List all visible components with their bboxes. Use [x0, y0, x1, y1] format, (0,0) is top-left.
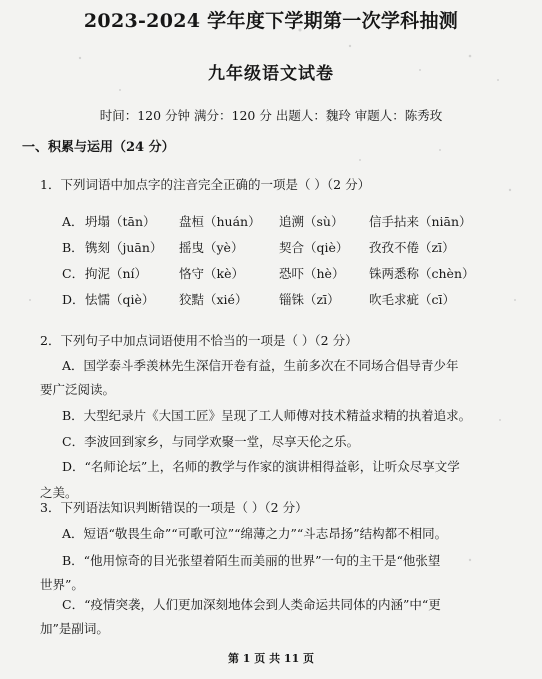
- option-word: 盘桓（huán）: [179, 214, 261, 229]
- option-letter: A．: [62, 214, 84, 229]
- question-2-option-d: D．“名师论坛”上，名师的教学与作家的演讲相得益彰，让听众尽享文学: [62, 459, 460, 474]
- question-3-option-c-cont: 加”是副词。: [40, 621, 109, 636]
- question-3-option-b: B．“他用惊奇的目光张望着陌生而美丽的世界”一句的主干是“他张望: [62, 553, 441, 568]
- option-word: 拘泥（ní）: [85, 266, 148, 281]
- option-word: 恐吓（hè）: [279, 266, 345, 281]
- page-footer: 第 1 页 共 11 页: [227, 652, 315, 665]
- exam-info: 时间：120 分钟 满分：120 分 出题人：魏玲 审题人：陈秀玫: [99, 108, 443, 123]
- question-3-option-b-cont: 世界”。: [40, 577, 84, 592]
- option-word: 吹毛求疵（cī）: [369, 292, 455, 307]
- option-word: 铢两悉称（chèn）: [369, 266, 475, 281]
- option-word: 狡黠（xié）: [179, 292, 248, 307]
- option-word: 摇曳（yè）: [179, 240, 244, 255]
- question-2-option-c: C．李波回到家乡，与同学欢聚一堂，尽享天伦之乐。: [62, 434, 360, 449]
- option-word: 契合（qiè）: [279, 240, 349, 255]
- exam-subtitle: 九年级语文试卷: [208, 64, 334, 84]
- option-word: 镌刻（juān）: [85, 240, 163, 255]
- option-letter: B．: [62, 240, 84, 255]
- question-2-option-a-cont: 要广泛阅读。: [40, 382, 116, 397]
- question-3-option-a: A．短语“敬畏生命”“可歌可泣”“绵薄之力”“斗志昂扬”结构都不相同。: [62, 526, 448, 541]
- question-3-option-c: C．“疫情突袭，人们更加深刻地体会到人类命运共同体的内涵”中“更: [62, 597, 441, 612]
- option-word: 追溯（sù）: [279, 214, 344, 229]
- option-word: 恪守（kè）: [179, 266, 244, 281]
- option-word: 锱铢（zī）: [279, 292, 340, 307]
- question-2-option-a: A．国学泰斗季羡林先生深信开卷有益，生前多次在不同场合倡导青少年: [62, 358, 459, 373]
- question-2-stem: 2．下列句子中加点词语使用不恰当的一项是（ ）（2 分）: [40, 333, 358, 348]
- question-1-stem: 1．下列词语中加点字的注音完全正确的一项是（ ）（2 分）: [40, 177, 371, 192]
- option-word: 孜孜不倦（zī）: [369, 240, 455, 255]
- option-letter: D．: [62, 292, 85, 307]
- question-2-option-d-cont: 之美。: [40, 485, 78, 500]
- option-word: 怯懦（qiè）: [85, 292, 155, 307]
- option-word: 信手拈来（niān）: [369, 214, 472, 229]
- option-word: 坍塌（tān）: [85, 214, 156, 229]
- question-3-stem: 3．下列语法知识判断错误的一项是（ ）（2 分）: [40, 500, 308, 515]
- question-2-option-b: B．大型纪录片《大国工匠》呈现了工人师傅对技术精益求精的执着追求。: [62, 408, 472, 423]
- exam-title: 2023-2024 学年度下学期第一次学科抽测: [83, 10, 459, 32]
- option-letter: C．: [62, 266, 85, 281]
- section-heading: 一、积累与运用（24 分）: [22, 140, 175, 155]
